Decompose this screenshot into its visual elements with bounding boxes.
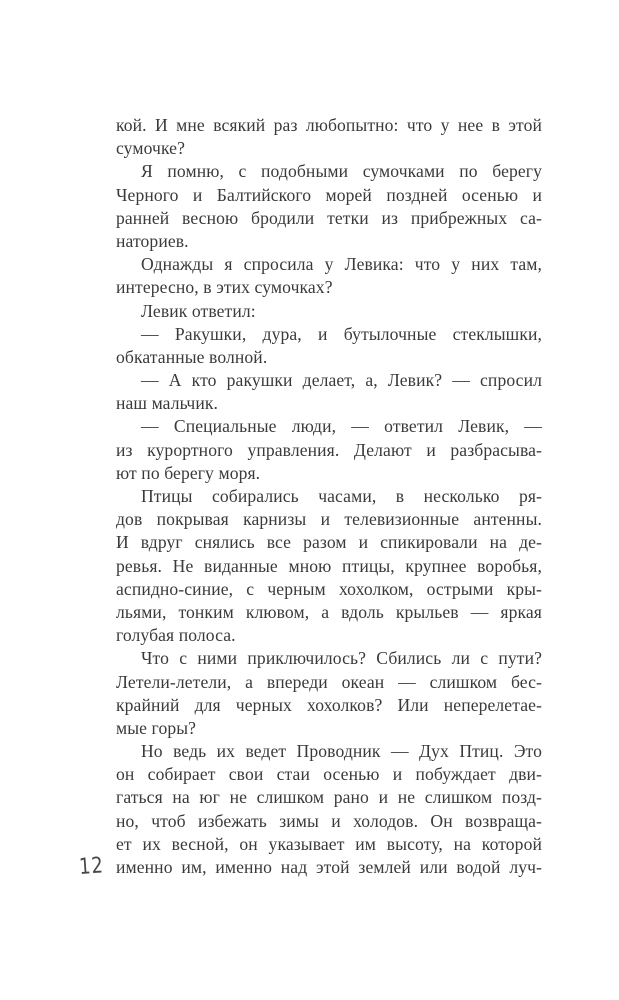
text-line: дов покрывая карнизы и телевизионные антенны. — [116, 509, 542, 530]
text-line: ранней весною бродили тетки из прибрежных са- — [116, 207, 542, 228]
text-line: — А кто ракушки делает, а, Левик? — спросил — [141, 370, 542, 391]
text-line: — Ракушки, дура, и бутылочные стеклышки, — [141, 323, 542, 344]
text-line: наш мальчик. — [116, 393, 219, 414]
paragraph — [116, 323, 542, 369]
text-line: мые горы? — [116, 717, 197, 738]
text-line: именно им, именно над этой землей или водой луч- — [116, 857, 542, 877]
text-line: но, чтоб избежать зимы и холодов. Он возвраща- — [116, 810, 542, 831]
text-line: — Специальные люди, — ответил Левик, — — [141, 416, 542, 437]
text-line: ревья. Не виданные мною птицы, крупнее воробья, — [116, 555, 542, 576]
paragraph — [116, 300, 542, 323]
text-line: ют по берегу моря. — [116, 462, 261, 483]
text-line: ет их весной, он указывает им высоту, на которой — [116, 833, 542, 854]
page-text-block — [116, 114, 542, 879]
text-line: Что с ними приключилось? Сбились ли с пути? — [141, 648, 542, 669]
paragraph — [116, 740, 542, 879]
text-line: интересно, в этих сумочках? — [116, 277, 333, 298]
text-line: из курортного управления. Делают и разбрасыва- — [116, 439, 542, 460]
text-line: крайний для черных хохолков? Или неперелетае- — [116, 694, 542, 715]
text-line: аспидно-синие, с черным хохолком, острыми кры- — [116, 578, 542, 599]
text-line: И вдруг снялись все разом и спикировали на де- — [116, 532, 542, 553]
page-number: 12 — [78, 853, 105, 880]
text-line: Птицы собирались часами, в несколько ря- — [141, 486, 542, 506]
text-line: он собирает свои стаи осенью и побуждает дви- — [116, 764, 542, 785]
text-line: гаться на юг не слишком рано и не слишком позд- — [116, 787, 542, 808]
text-line: голубая полоса. — [116, 625, 236, 646]
text-line: льями, тонким клювом, а вдоль крыльев — яркая — [116, 601, 542, 622]
text-line: Я помню, с подобными сумочками по берегу — [141, 161, 542, 182]
text-line: Черного и Балтийского морей поздней осенью и — [116, 184, 542, 205]
paragraph — [116, 114, 542, 160]
text-line: сумочке? — [116, 138, 185, 159]
text-line: Но ведь их ведет Проводник — Дух Птиц. Это — [141, 741, 542, 762]
text-line: Однажды я спросила у Левика: что у них там, — [141, 254, 542, 275]
text-line: обкатанные волной. — [116, 346, 268, 367]
paragraph — [116, 253, 542, 299]
paragraph — [116, 415, 542, 485]
text-line: кой. И мне всякий раз любопытно: что у нее в этой — [116, 115, 542, 135]
text-line: наториев. — [116, 230, 189, 251]
paragraph — [116, 369, 542, 415]
paragraph — [116, 160, 542, 253]
text-line: Левик ответил: — [141, 300, 256, 321]
paragraph — [116, 647, 542, 740]
text-line: Летели-летели, а впереди океан — слишком бес- — [116, 671, 542, 692]
paragraph — [116, 485, 542, 647]
